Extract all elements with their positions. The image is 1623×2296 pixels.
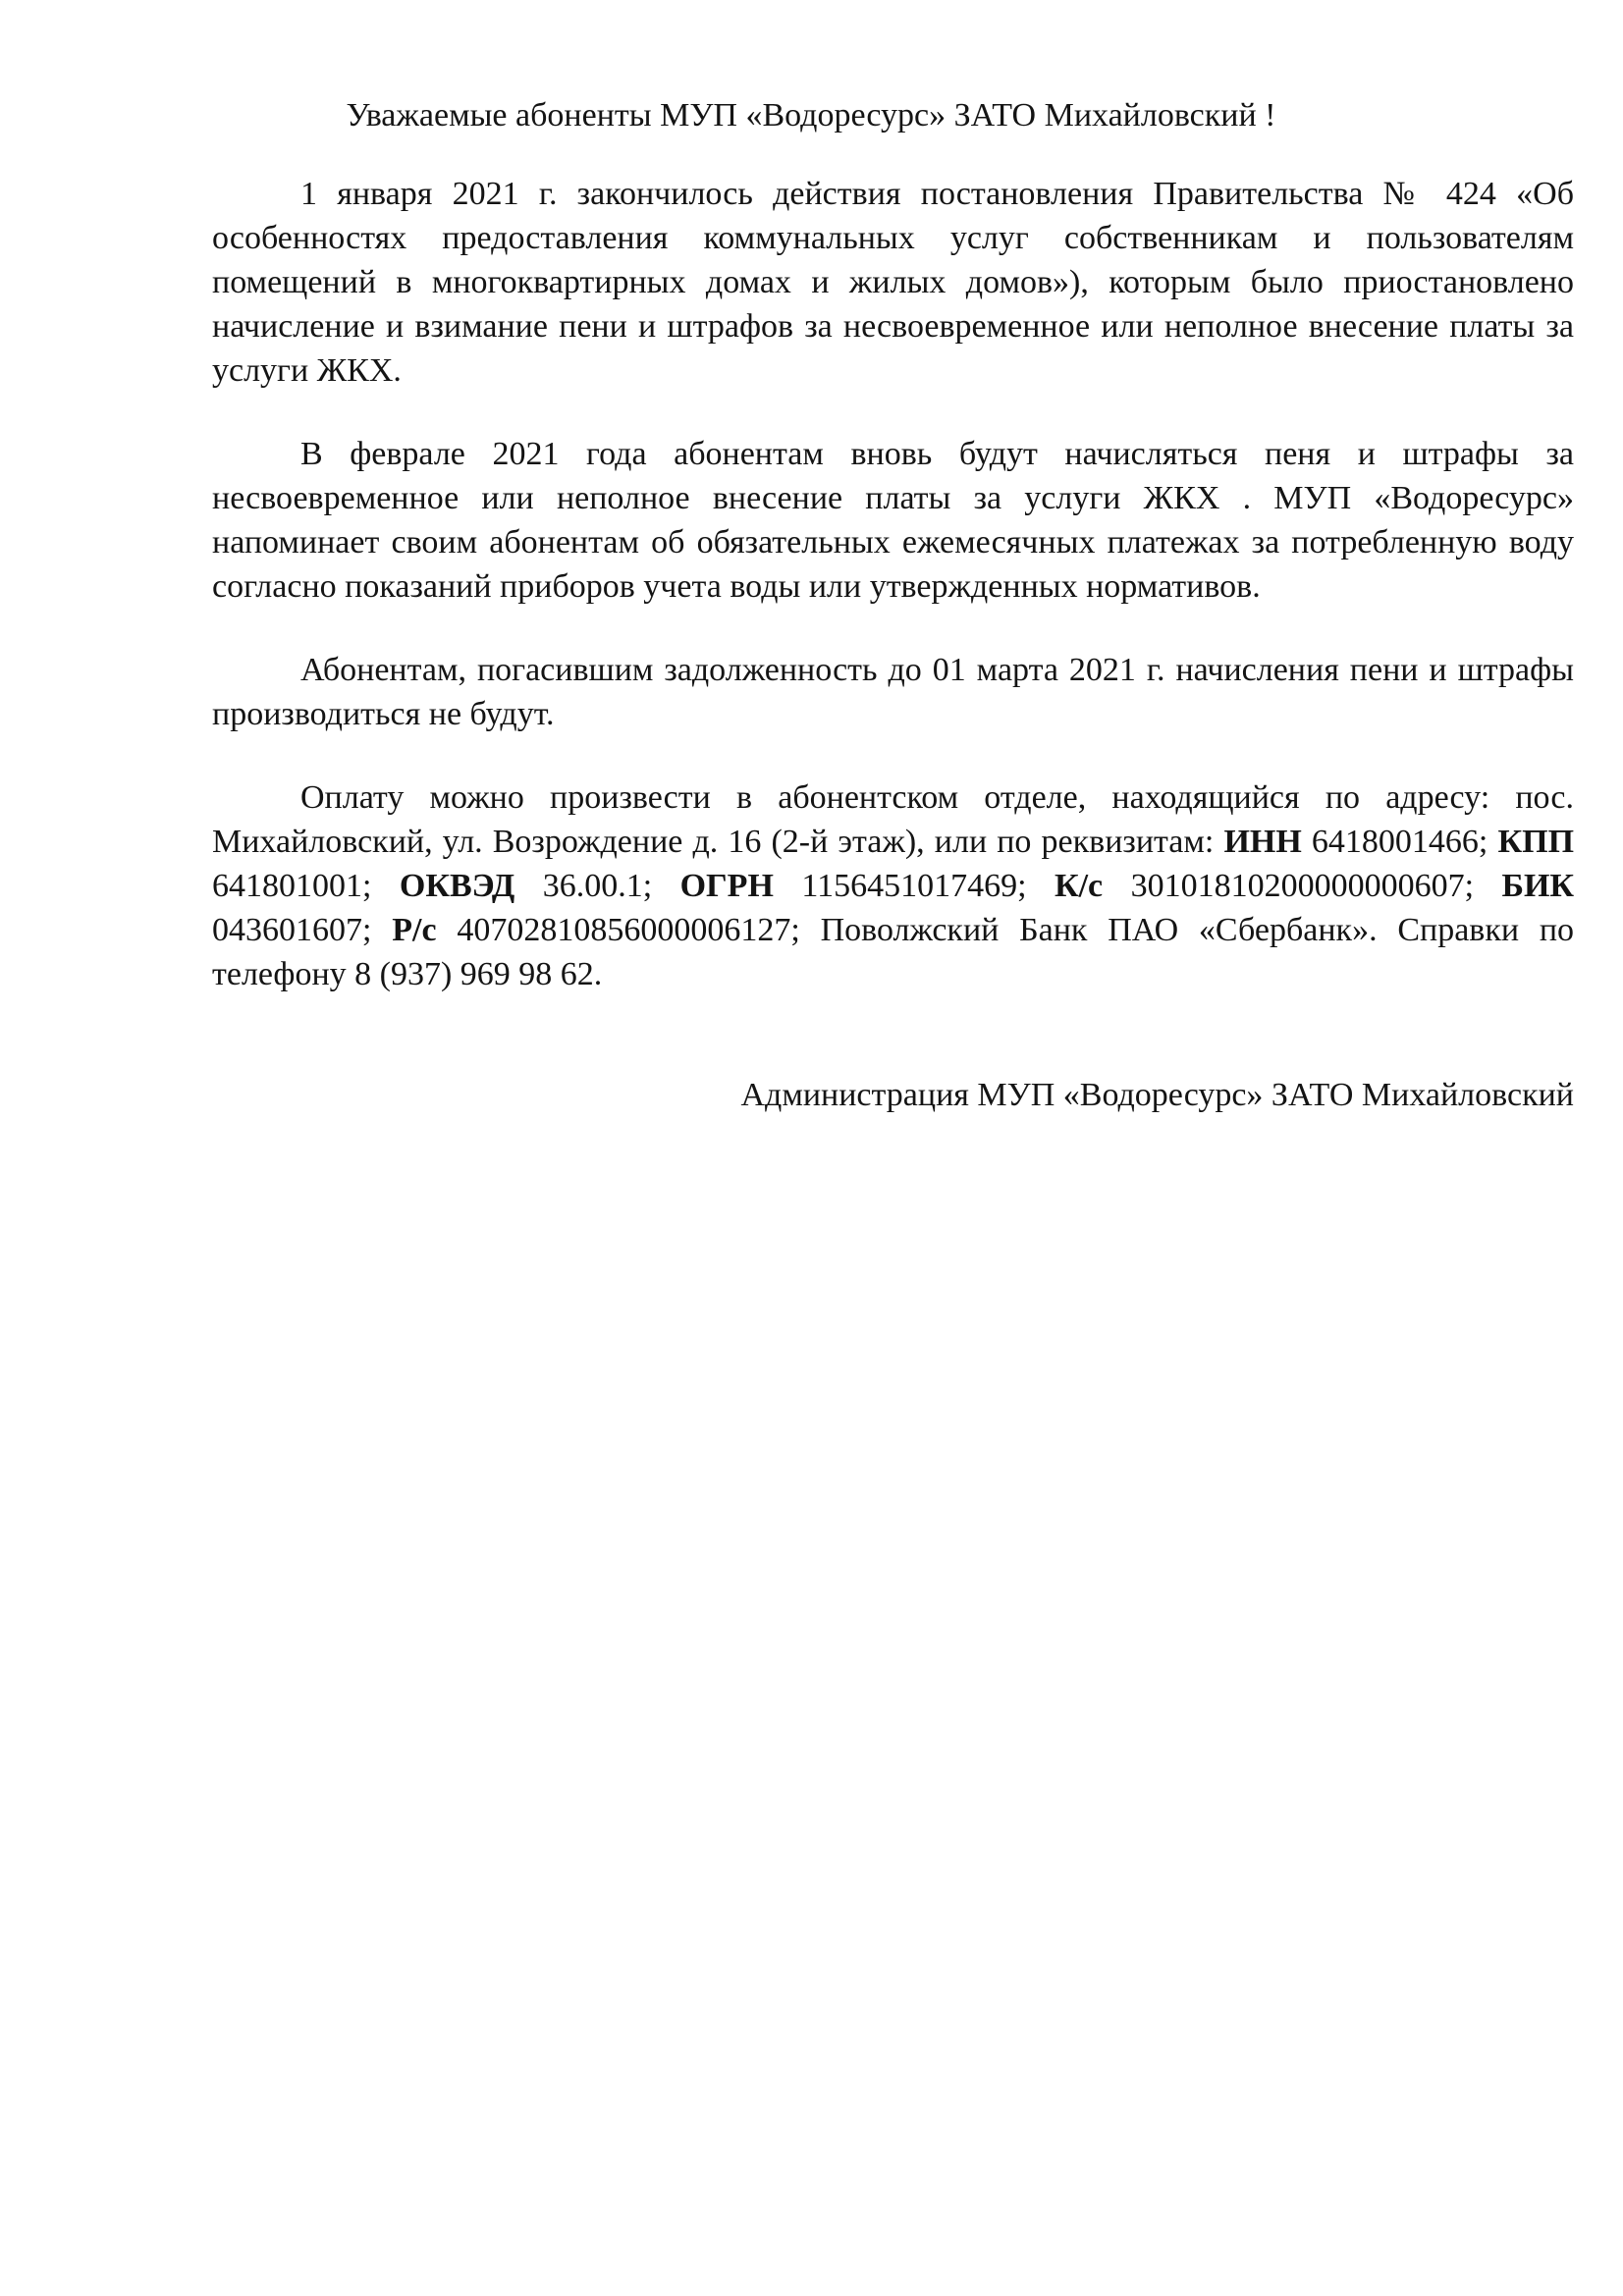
paragraph-moratorium: 1 января 2021 г. закончилось действия постановления Правительства № 424 «Об особенностях предоставления коммунальных услуг собственникам и пользователям помещений в многоквартирных домах и жилых домов»), которым было приостановлено начисление и взимание пени и штрафов за несвоевременное или неполное внесение платы за услуги ЖКХ.	[212, 176, 1574, 389]
inn-value: 6418001466;	[1311, 824, 1488, 860]
kpp-label: КПП	[1497, 824, 1575, 860]
ogrn-label: ОГРН	[679, 868, 774, 904]
rs-label: Р/с	[392, 912, 437, 948]
paragraph-debt-repaid: Абонентам, погасившим задолженность до 01 марта 2021 г. начисления пени и штрафы производиться не будут.	[212, 652, 1574, 732]
bik-label: БИК	[1501, 868, 1575, 904]
document-body	[212, 172, 1574, 996]
page-title: Уважаемые абоненты МУП «Водоресурс» ЗАТО Михайловский !	[346, 97, 1276, 133]
paragraph-payment-details	[212, 775, 1574, 996]
okved-label: ОКВЭД	[399, 868, 515, 904]
signature-line: Администрация МУП «Водоресурс» ЗАТО Михайловский	[740, 1077, 1574, 1113]
payment-outro: Поволжский Банк ПАО «Сбербанк». Справки по телефону 8 (937) 969 98 62.	[212, 912, 1575, 992]
okved-value: 36.00.1;	[542, 868, 653, 904]
bik-value: 043601607;	[212, 912, 372, 948]
payment-intro: Оплату можно произвести в абонентском отделе, находящийся по адресу: пос. Михайловский, ул. Возрождение д. 16 (2-й этаж), или по реквизитам:	[212, 779, 1574, 860]
paragraph-penalties-resume: В феврале 2021 года абонентам вновь будут начисляться пеня и штрафы за несвоевременное или неполное внесение платы за услуги ЖКХ . МУП «Водоресурс» напоминает своим абонентам об обязательных ежемесячных платежах за потребленную воду согласно показаний приборов учета воды или утвержденных нормативов.	[212, 436, 1574, 605]
kpp-value: 641801001;	[212, 868, 372, 904]
rs-value: 40702810856000006127;	[457, 912, 800, 948]
ks-label: К/с	[1054, 868, 1104, 904]
ogrn-value: 1156451017469;	[801, 868, 1027, 904]
ks-value: 30101810200000000607;	[1130, 868, 1475, 904]
inn-label: ИНН	[1223, 824, 1302, 860]
